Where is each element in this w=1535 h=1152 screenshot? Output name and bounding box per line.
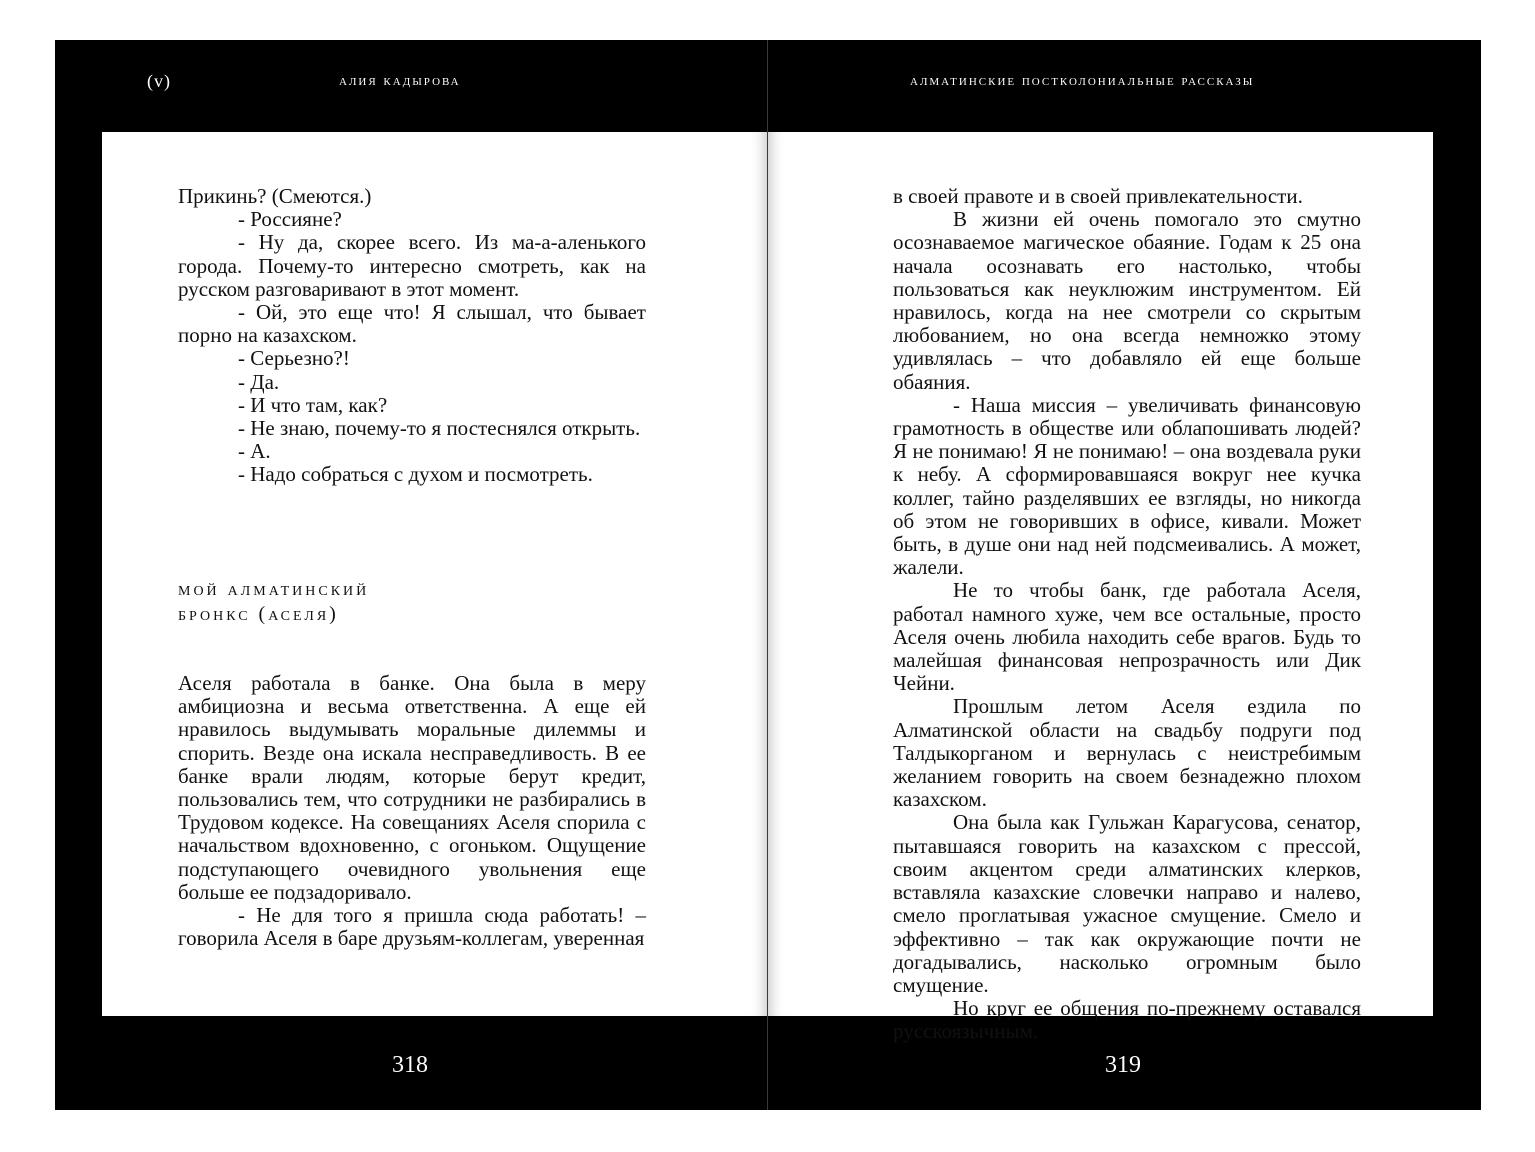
dialogue-line: - Ой, это еще что! Я слышал, что бывает порно на казахском. (178, 300, 646, 348)
left-page (55, 40, 767, 1110)
paragraph: Аселя работала в банке. Она была в меру амбициозна и весьма ответственна. А еще ей нравилось выдумывать моральные дилеммы и спорить. Везде она искала несправедливость. В ее банке врали людям, которые берут кредит, пользовались тем, что сотрудники не разбирались в Трудовом кодексе. На совещаниях Аселя спорила с начальством вдохновенно, с огоньком. Ощущение подступающего очевидного увольнения еще больше ее подзадоривало. (178, 671, 646, 904)
dialogue-line: - А. (238, 439, 271, 464)
page-number: 318 (392, 1052, 428, 1078)
dialogue-line: Прикинь? (Смеются.) (178, 184, 372, 208)
left-page-sheet (102, 132, 767, 1016)
paragraph: - Наша миссия – увеличивать финансовую грамотность в обществе или облапошивать людей? Я не понимаю! Я не понимаю! – она воздевала руки к небу. А сформировавшаяся вокруг нее кучка коллег, тайно разделявших ее взгляды, но никогда об этом не говоривших в офисе, кивали. Может быть, в душе они над ней подсмеивались. А может, жалели. (893, 392, 1361, 580)
right-page-sheet (768, 132, 1433, 1044)
paragraph: - Не для того я пришла сюда работать! – говорила Аселя в баре друзьям-коллегам, уверенная (178, 903, 646, 951)
book-spread (55, 40, 1481, 1110)
section-mark: (v) (147, 71, 171, 91)
running-head-title: алматинские постколониальные рассказы (910, 73, 1255, 89)
dialogue-line: - Ну да, скорее всего. Из ма-а-аленького города. Почему-то интересно смотреть, как на русском разговаривают в этот момент. (178, 230, 646, 301)
paragraph: Прошлым летом Аселя ездила по Алматинской области на свадьбу подруги под Талдыкорганом и вернулась с неистребимым желанием говорить на своем безнадежно плохом казахском. (893, 694, 1361, 812)
dialogue-line: - Россияне? (238, 207, 342, 232)
chapter-title-line: бронкс (аселя) (178, 603, 339, 625)
body-text (893, 185, 1361, 1044)
chapter-body (178, 672, 646, 950)
dialogue-block (178, 185, 646, 487)
chapter-heading (178, 577, 646, 627)
paragraph: В жизни ей очень помогало это смутно осознаваемое магическое обаяние. Годам к 25 она начала осознавать его настолько, чтобы пользоваться как неуклюжим инструментом. Ей нравилось, когда на нее смотрели со скрытым любованием, но она всегда немножко этому удивлялась – что добавляло ей еще больше обаяния. (893, 207, 1361, 394)
chapter-title-line: мой алматинский (178, 578, 370, 600)
paragraph: в своей правоте и в своей привлекательности. (893, 184, 1303, 208)
dialogue-line: - Надо собраться с духом и посмотреть. (238, 462, 593, 487)
paragraph: Но круг ее общения по-прежнему оставался русскоязычным. (893, 996, 1361, 1044)
paragraph: Она была как Гульжан Карагусова, сенатор, пытавшаяся говорить на казахском с прессой, своим акцентом среди алматинских клерков, вставляла казахские словечки направо и налево, смело проглатывая ужасное смущение. Смело и эффективно – так как окружающие почти не догадывались, насколько огромным было смущение. (893, 810, 1361, 997)
page-number: 319 (1105, 1052, 1141, 1078)
right-page (768, 40, 1481, 1110)
paragraph: Не то чтобы банк, где работала Аселя, работал намного хуже, чем все остальные, просто Аселя очень любила находить себе врагов. Будь то малейшая финансовая непрозрачность или Дик Чейни. (893, 578, 1361, 696)
dialogue-line: - Серьезно?! (238, 346, 350, 371)
running-head-author: алия кадырова (339, 73, 461, 89)
dialogue-line: - И что там, как? (238, 392, 388, 417)
dialogue-line: - Да. (238, 369, 280, 394)
dialogue-line: - Не знаю, почему-то я постеснялся открыть. (238, 416, 641, 441)
